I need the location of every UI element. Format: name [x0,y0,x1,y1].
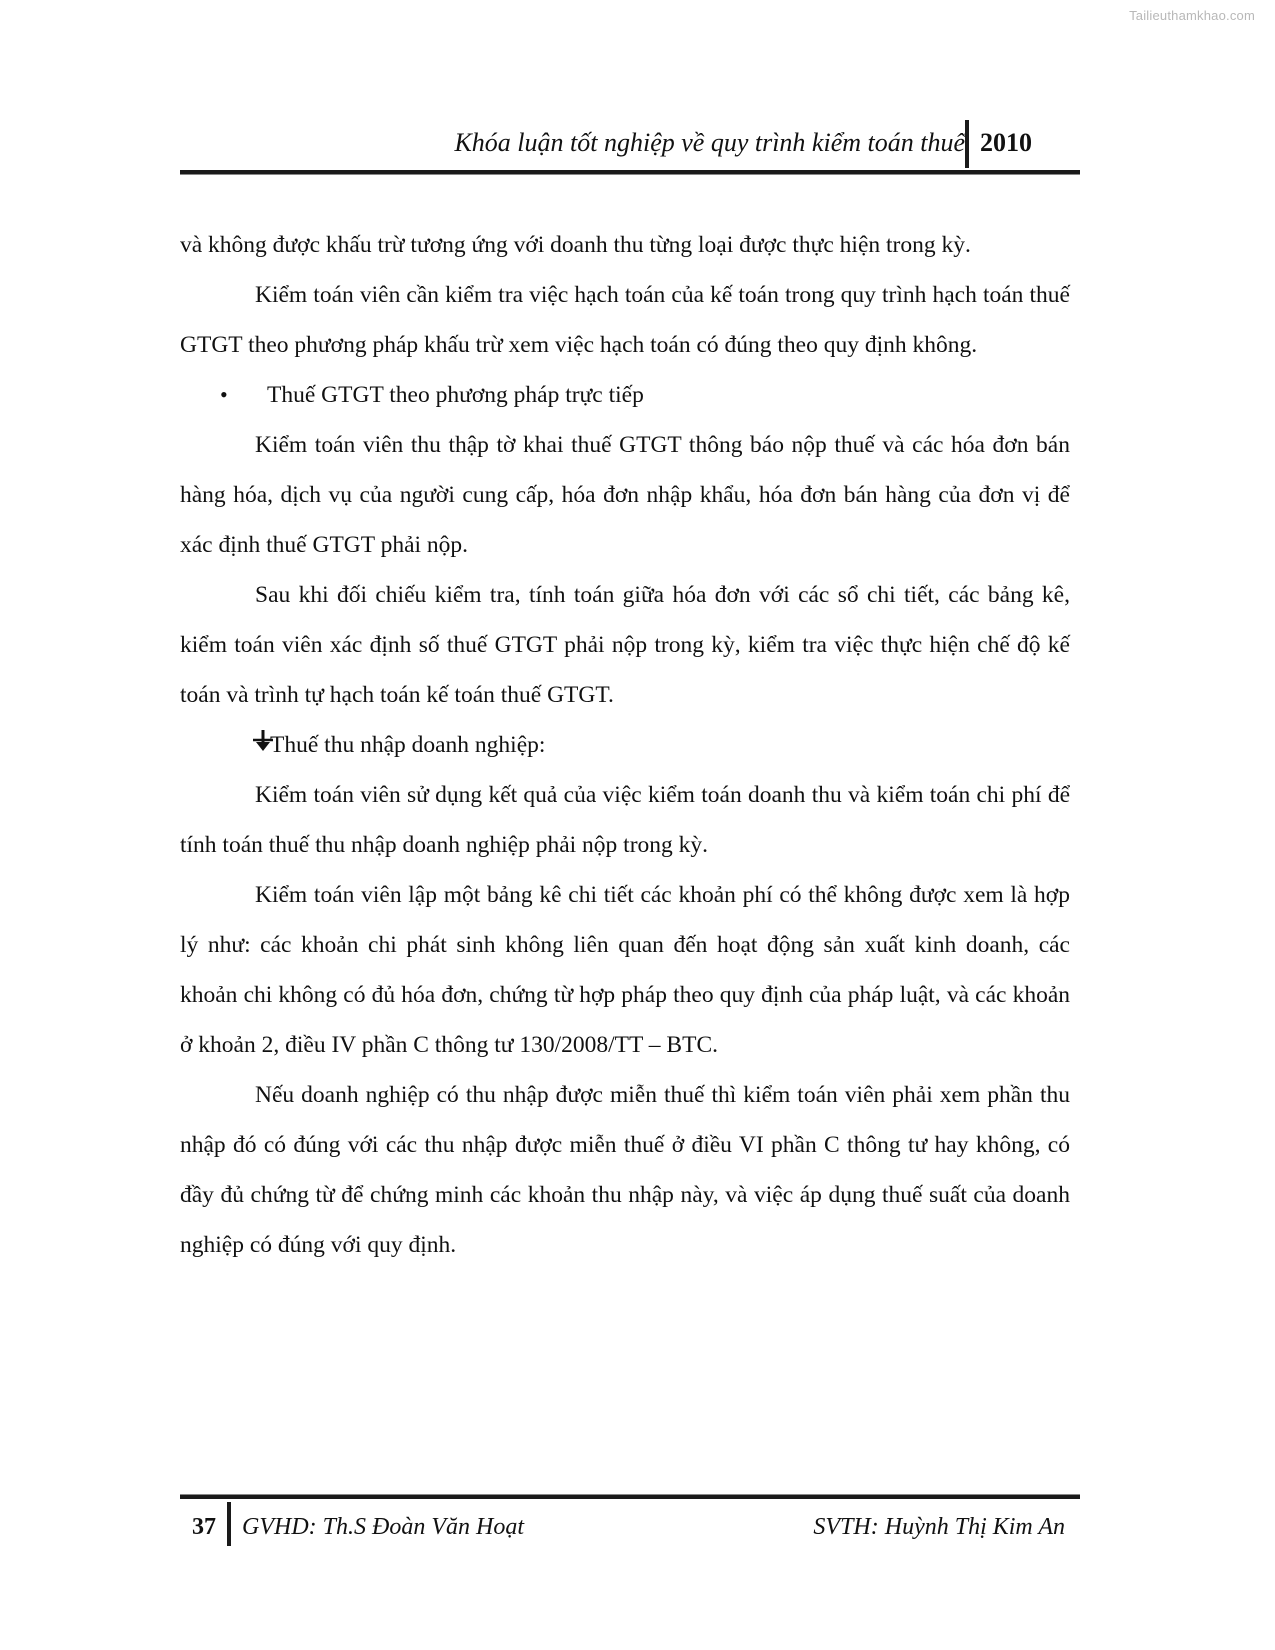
paragraph: Sau khi đối chiếu kiểm tra, tính toán giữa hóa đơn với các sổ chi tiết, các bảng kê, kiểm toán viên xác định số thuế GTGT phải nộp trong kỳ, kiểm tra việc thực hiện chế độ kế toán và trình tự hạch toán kế toán thuế GTGT. [180,582,1070,708]
student-name: SVTH: Huỳnh Thị Kim An [813,1514,1065,1540]
advisor-name: GVHD: Th.S Đoàn Văn Hoạt [242,1514,524,1540]
paragraph: Kiểm toán viên cần kiểm tra việc hạch toán của kế toán trong quy trình hạch toán thuế GTGT theo phương pháp khấu trừ xem việc hạch toán có đúng theo quy định không. [180,282,1070,358]
header-divider [965,120,969,168]
list-item [180,370,1070,420]
section-heading [180,720,1070,770]
paragraph: Kiểm toán viên lập một bảng kê chi tiết các khoản phí có thể không được xem là hợp lý như: các khoản chi phát sinh không liên quan đến hoạt động sản xuất kinh doanh, các khoản chi không có đủ hóa đơn, chứng từ hợp pháp theo quy định của pháp luật, và các khoản ở khoản 2, điều IV phần C thông tư 130/2008/TT – BTC. [180,882,1070,1058]
header-rule [180,170,1080,175]
paragraph: Kiểm toán viên sử dụng kết quả của việc kiểm toán doanh thu và kiểm toán chi phí để tính toán thuế thu nhập doanh nghiệp phải nộp trong kỳ. [180,782,1070,858]
header-year: 2010 [980,128,1032,157]
footer-rule [180,1494,1080,1499]
page-header [180,128,1080,174]
bullet-icon: • [220,382,228,407]
page-body [180,220,1070,1270]
list-item-text: Thuế GTGT theo phương pháp trực tiếp [267,382,644,408]
section-heading-text: Thuế thu nhập doanh nghiệp: [270,732,546,758]
header-title: Khóa luận tốt nghiệp về quy trình kiểm toán thuế [454,128,965,157]
paragraph: Kiểm toán viên thu thập tờ khai thuế GTGT thông báo nộp thuế và các hóa đơn bán hàng hóa, dịch vụ của người cung cấp, hóa đơn nhập khẩu, hóa đơn bán hàng của đơn vị để xác định thuế GTGT phải nộp. [180,432,1070,558]
paragraph: Nếu doanh nghiệp có thu nhập được miễn thuế thì kiểm toán viên phải xem phần thu nhập đó có đúng với các thu nhập được miễn thuế ở điều VI phần C thông tư hay không, có đầy đủ chứng từ để chứng minh các khoản thu nhập này, và việc áp dụng thuế suất của doanh nghiệp có đúng với quy định. [180,1082,1070,1258]
down-arrow-icon [180,720,270,770]
paragraph: và không được khấu trừ tương ứng với doanh thu từng loại được thực hiện trong kỳ. [180,232,971,258]
watermark: Tailieuthamkhao.com [1129,8,1255,23]
page-footer [180,1502,1080,1546]
page-number: 37 [192,1514,216,1540]
footer-divider [227,1502,231,1546]
